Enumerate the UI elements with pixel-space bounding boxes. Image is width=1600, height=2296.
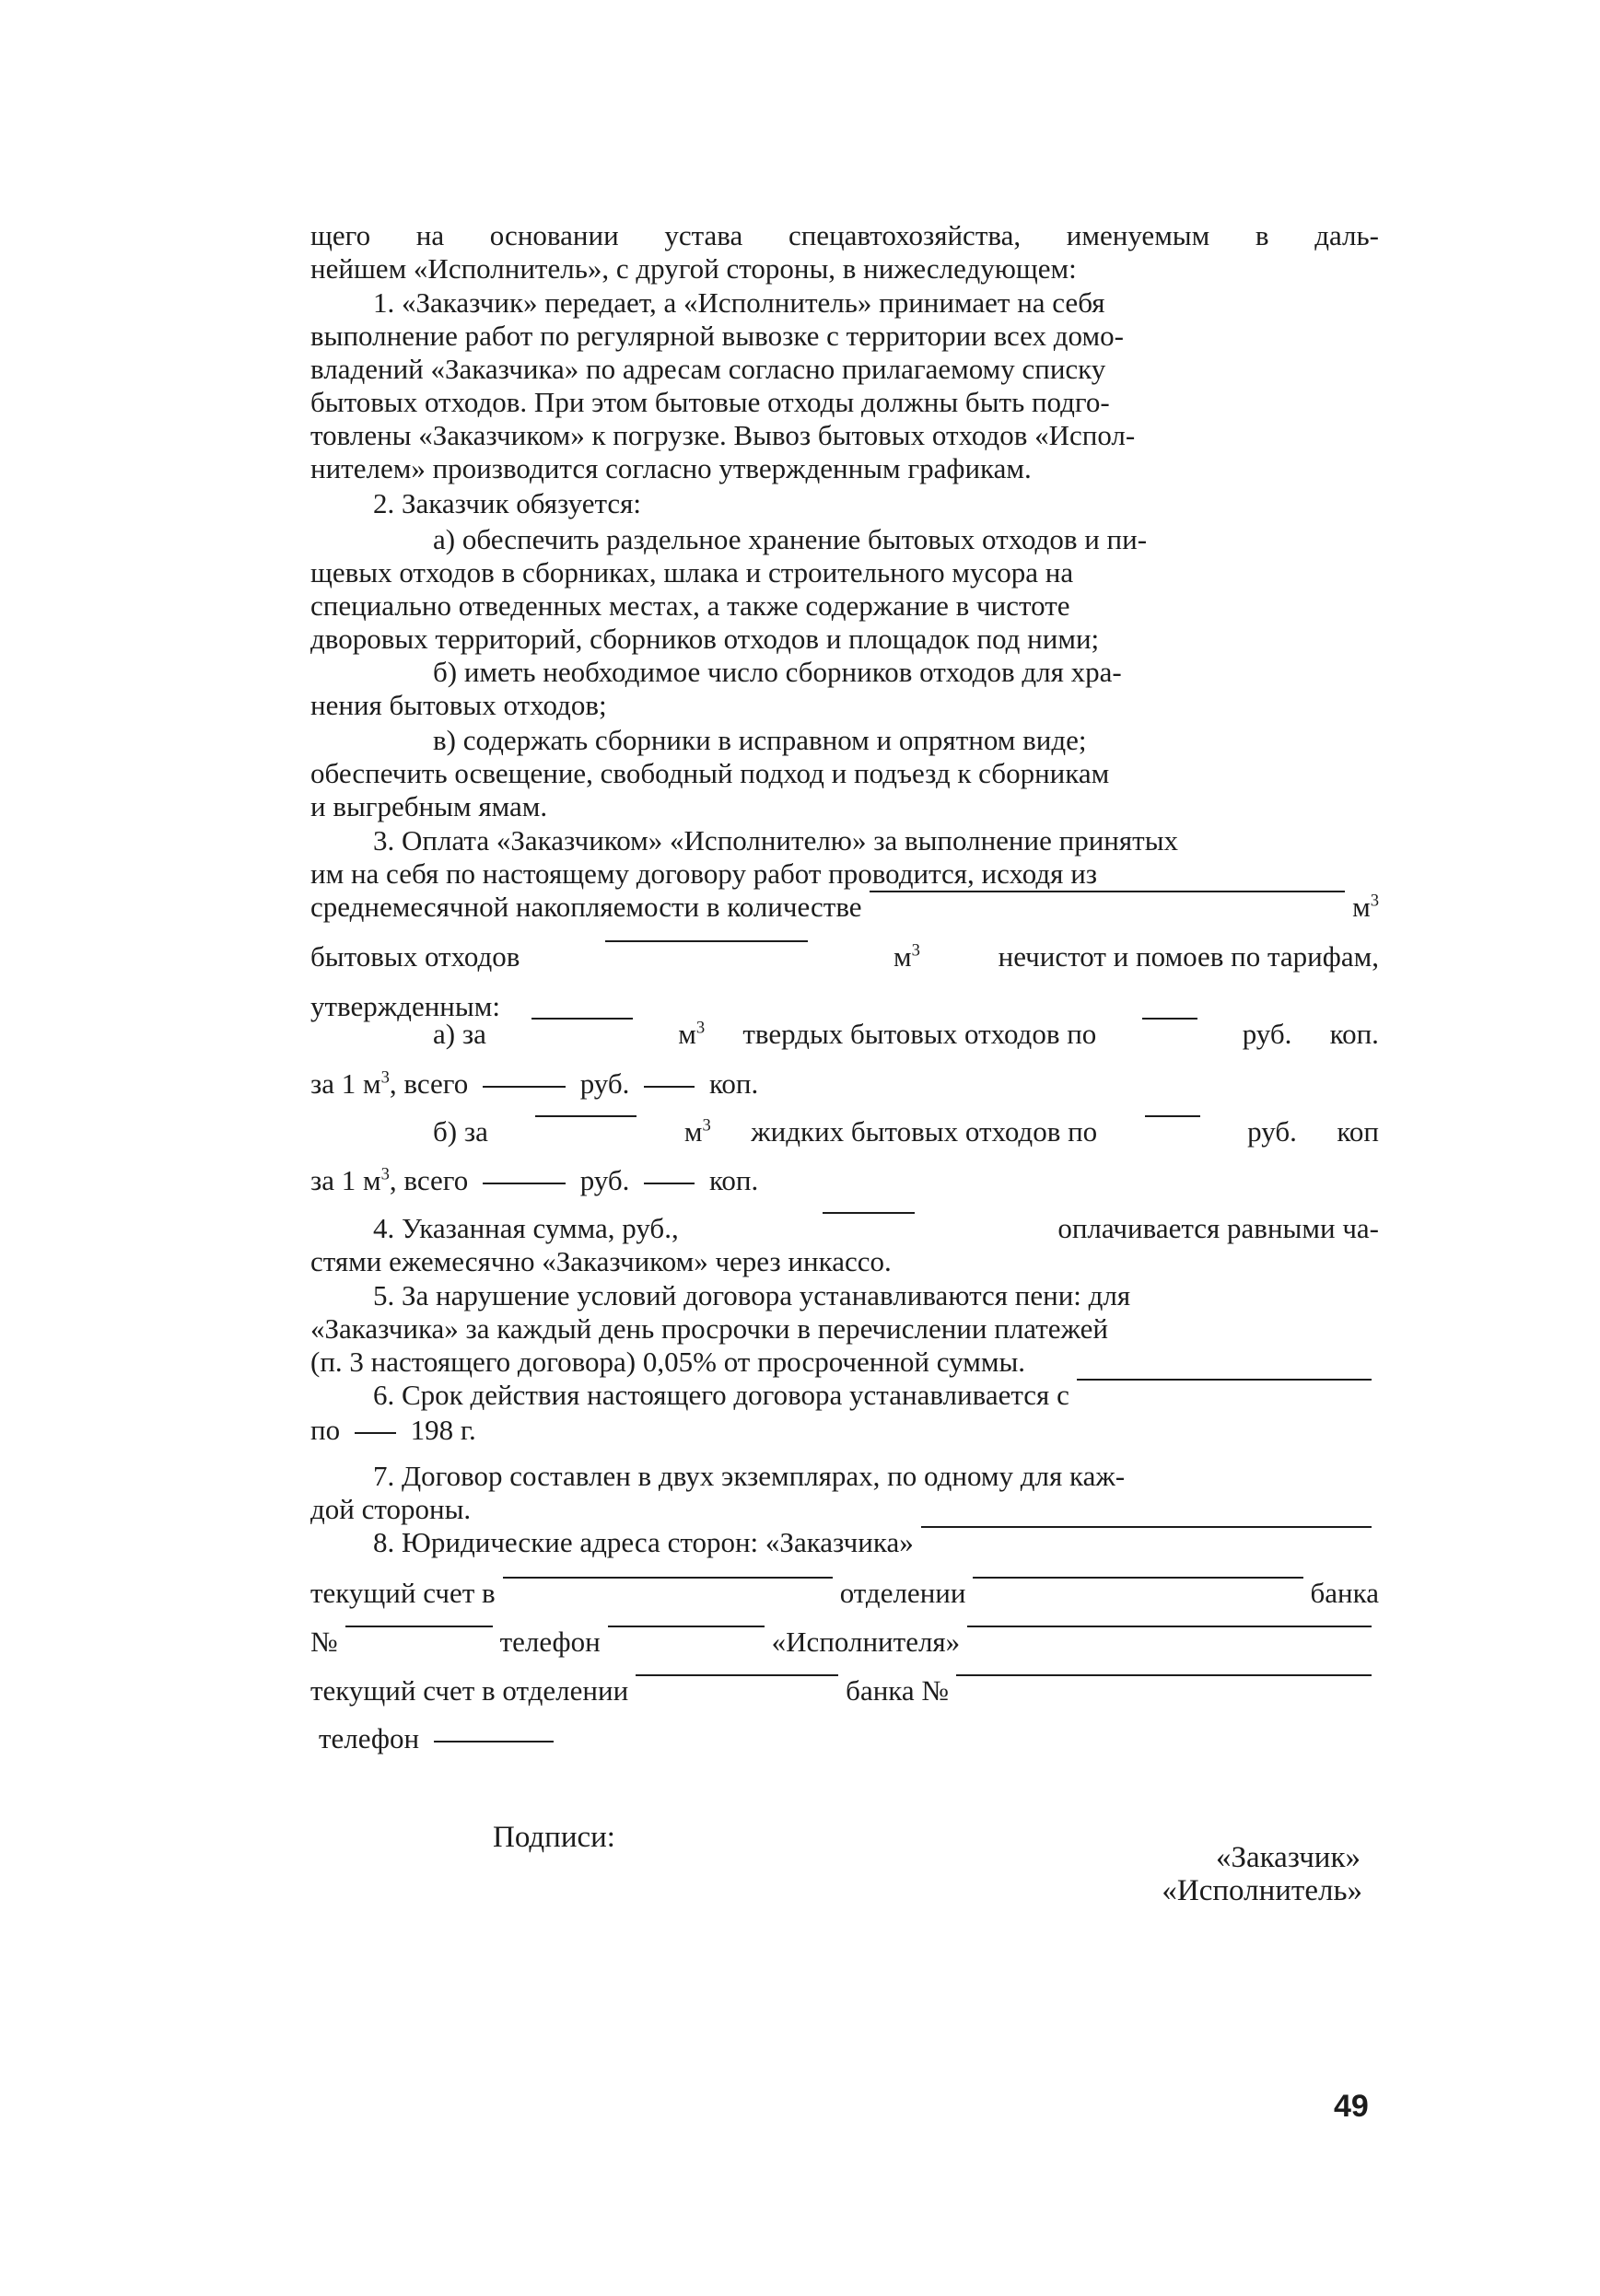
text-line: нения бытовых отходов; — [310, 689, 607, 721]
text-fragment: , всего — [389, 1164, 469, 1196]
fill-blank — [531, 1018, 633, 1020]
text-line: товлены «Заказчиком» к погрузке. Вывоз бытовых отходов «Испол- — [310, 419, 1136, 451]
text-fragment: 198 г. — [410, 1414, 476, 1446]
text-fragment: руб. — [579, 1164, 630, 1196]
text-fragment: № — [310, 1626, 338, 1658]
unit-m3: $м^3$ — [1352, 891, 1379, 923]
clause-4 — [373, 1212, 1379, 1245]
text-line: стями ежемесячно «Заказчиком» через инкассо. — [310, 1245, 892, 1277]
text-line: владений «Заказчика» по адресам согласно прилагаемому списку — [310, 353, 1106, 385]
text-line: бытовых отходов. При этом бытовые отходы должны быть подго- — [310, 386, 1110, 418]
total-line-a: за 1 $м^3$, всего руб. коп. — [310, 1067, 759, 1100]
clause-6 — [373, 1379, 1379, 1412]
text-line: им на себя по настоящему договору работ проводится, исходя из — [310, 857, 1098, 890]
clause-7: 7. Договор составлен в двух экземплярах, по одному для каж- — [373, 1460, 1126, 1492]
text-line: щего на основании устава спецавтохозяйства, именуемым в даль- — [310, 219, 1379, 251]
text-line: и выгребным ямам. — [310, 790, 548, 822]
fill-blank — [608, 1626, 765, 1627]
text-fragment: коп. — [708, 1067, 759, 1100]
clause-2c: в) содержать сборники в исправном и опрятном виде; — [433, 724, 1087, 756]
text-line — [310, 940, 1379, 973]
tariff-line-a — [433, 1018, 1379, 1051]
text-fragment: по — [310, 1414, 341, 1446]
fill-blank — [636, 1674, 838, 1676]
text-line: дворовых территорий, сборников отходов и площадок под ними; — [310, 623, 1100, 655]
text-line — [310, 891, 1379, 924]
text-line — [310, 1626, 1379, 1659]
unit-m3: $м^3$ — [893, 940, 920, 973]
clause-3: 3. Оплата «Заказчиком» «Исполнителю» за выполнение принятых — [373, 824, 1179, 857]
fill-blank — [535, 1115, 636, 1117]
fill-blank — [355, 1432, 396, 1434]
clause-2a: а) обеспечить раздельное хранение бытовых отходов и пи- — [433, 523, 1148, 555]
text-fragment: банка № — [846, 1674, 949, 1707]
text-line: «Заказчика» за каждый день просрочки в перечислении платежей — [310, 1312, 1108, 1345]
text-fragment: коп. — [708, 1164, 759, 1196]
fill-blank — [1142, 1018, 1197, 1020]
text-line: (п. 3 настоящего договора) 0,05% от просроченной суммы. — [310, 1346, 1026, 1378]
text-fragment: нечистот и помоев по тарифам, — [998, 940, 1379, 973]
text-fragment: руб. — [1242, 1018, 1292, 1050]
text-fragment: твердых бытовых отходов по — [742, 1018, 1097, 1050]
text-fragment: 4. Указанная сумма, руб., — [373, 1212, 679, 1244]
fill-blank — [870, 891, 1346, 892]
text-fragment: банка — [1310, 1577, 1379, 1609]
text-fragment: текущий счет в — [310, 1577, 496, 1609]
text-fragment: бытовых отходов — [310, 940, 520, 973]
text-fragment: текущий счет в отделении — [310, 1674, 629, 1707]
text-fragment: жидких бытовых отходов по — [751, 1115, 1098, 1148]
text-line — [310, 1674, 1379, 1707]
fill-blank — [605, 940, 808, 942]
text-line: дой стороны. — [310, 1493, 472, 1525]
text-fragment: оплачивается равными ча- — [1057, 1212, 1379, 1244]
fill-blank — [823, 1212, 915, 1214]
text-fragment: телефон — [319, 1722, 420, 1754]
text-fragment: коп — [1337, 1115, 1379, 1148]
text-line — [319, 1722, 1387, 1755]
signature-customer: «Заказчик» — [1215, 1841, 1361, 1874]
total-line-b: за 1 $м^3$, всего руб. коп. — [310, 1164, 759, 1196]
fill-blank — [483, 1183, 566, 1184]
unit-m3: $м^3$ — [683, 1115, 711, 1148]
signatures-label: Подписи: — [493, 1821, 615, 1854]
text-fragment: а) за — [433, 1018, 486, 1050]
text-line — [310, 1577, 1379, 1610]
fill-blank — [973, 1577, 1302, 1579]
text-line: нейшем «Исполнитель», с другой стороны, в нижеследующем: — [310, 252, 1077, 285]
clause-5: 5. За нарушение условий договора устанавливаются пени: для — [373, 1279, 1131, 1311]
text-fragment: телефон — [499, 1626, 601, 1658]
tariff-line-b — [433, 1115, 1379, 1148]
text-fragment: б) за — [433, 1115, 488, 1148]
text-line — [310, 1414, 1379, 1447]
text-line: щевых отходов в сборниках, шлака и строительного мусора на — [310, 556, 1074, 589]
text-line: специально отведенных местах, а также содержание в чистоте — [310, 589, 1070, 622]
fill-blank — [483, 1086, 566, 1088]
text-line: утвержденным: — [310, 990, 500, 1022]
text-fragment: коп. — [1329, 1018, 1379, 1050]
text-line: обеспечить освещение, свободный подход и подъезд к сборникам — [310, 757, 1110, 789]
text-line: нителем» производится согласно утвержденным графикам. — [310, 452, 1032, 484]
fill-blank — [503, 1577, 833, 1579]
text-fragment: руб. — [579, 1067, 630, 1100]
text-fragment: отделении — [839, 1577, 966, 1609]
text-fragment: среднемесячной накопляемости в количестве — [310, 891, 862, 923]
fill-blank — [644, 1086, 695, 1088]
fill-blank — [644, 1183, 695, 1184]
fill-blank — [434, 1741, 554, 1742]
fill-blank — [1077, 1379, 1372, 1381]
fill-blank — [956, 1674, 1372, 1676]
clause-2b: б) иметь необходимое число сборников отходов для хра- — [433, 656, 1122, 688]
fill-blank — [345, 1626, 493, 1627]
unit-m3: $м^3$ — [678, 1018, 706, 1050]
text-fragment: за 1 м — [310, 1164, 381, 1196]
text-fragment: 6. Срок действия настоящего договора устанавливается с — [373, 1379, 1069, 1411]
text-fragment: 8. Юридические адреса сторон: «Заказчика» — [373, 1526, 914, 1558]
page-number: 49 — [1334, 2089, 1369, 2124]
clause-1: 1. «Заказчик» передает, а «Исполнитель» принимает на себя — [373, 286, 1105, 319]
text-fragment: за 1 м — [310, 1067, 381, 1100]
text-fragment: руб. — [1247, 1115, 1297, 1148]
fill-blank — [921, 1526, 1372, 1528]
fill-blank — [1145, 1115, 1200, 1117]
text-fragment: , всего — [389, 1067, 469, 1100]
signature-contractor: «Исполнитель» — [1162, 1874, 1362, 1907]
text-fragment: «Исполнителя» — [771, 1626, 961, 1658]
fill-blank — [967, 1626, 1372, 1627]
text-line: выполнение работ по регулярной вывозке с территории всех домо- — [310, 320, 1124, 352]
clause-2: 2. Заказчик обязуется: — [373, 487, 642, 519]
clause-8 — [373, 1526, 1379, 1559]
